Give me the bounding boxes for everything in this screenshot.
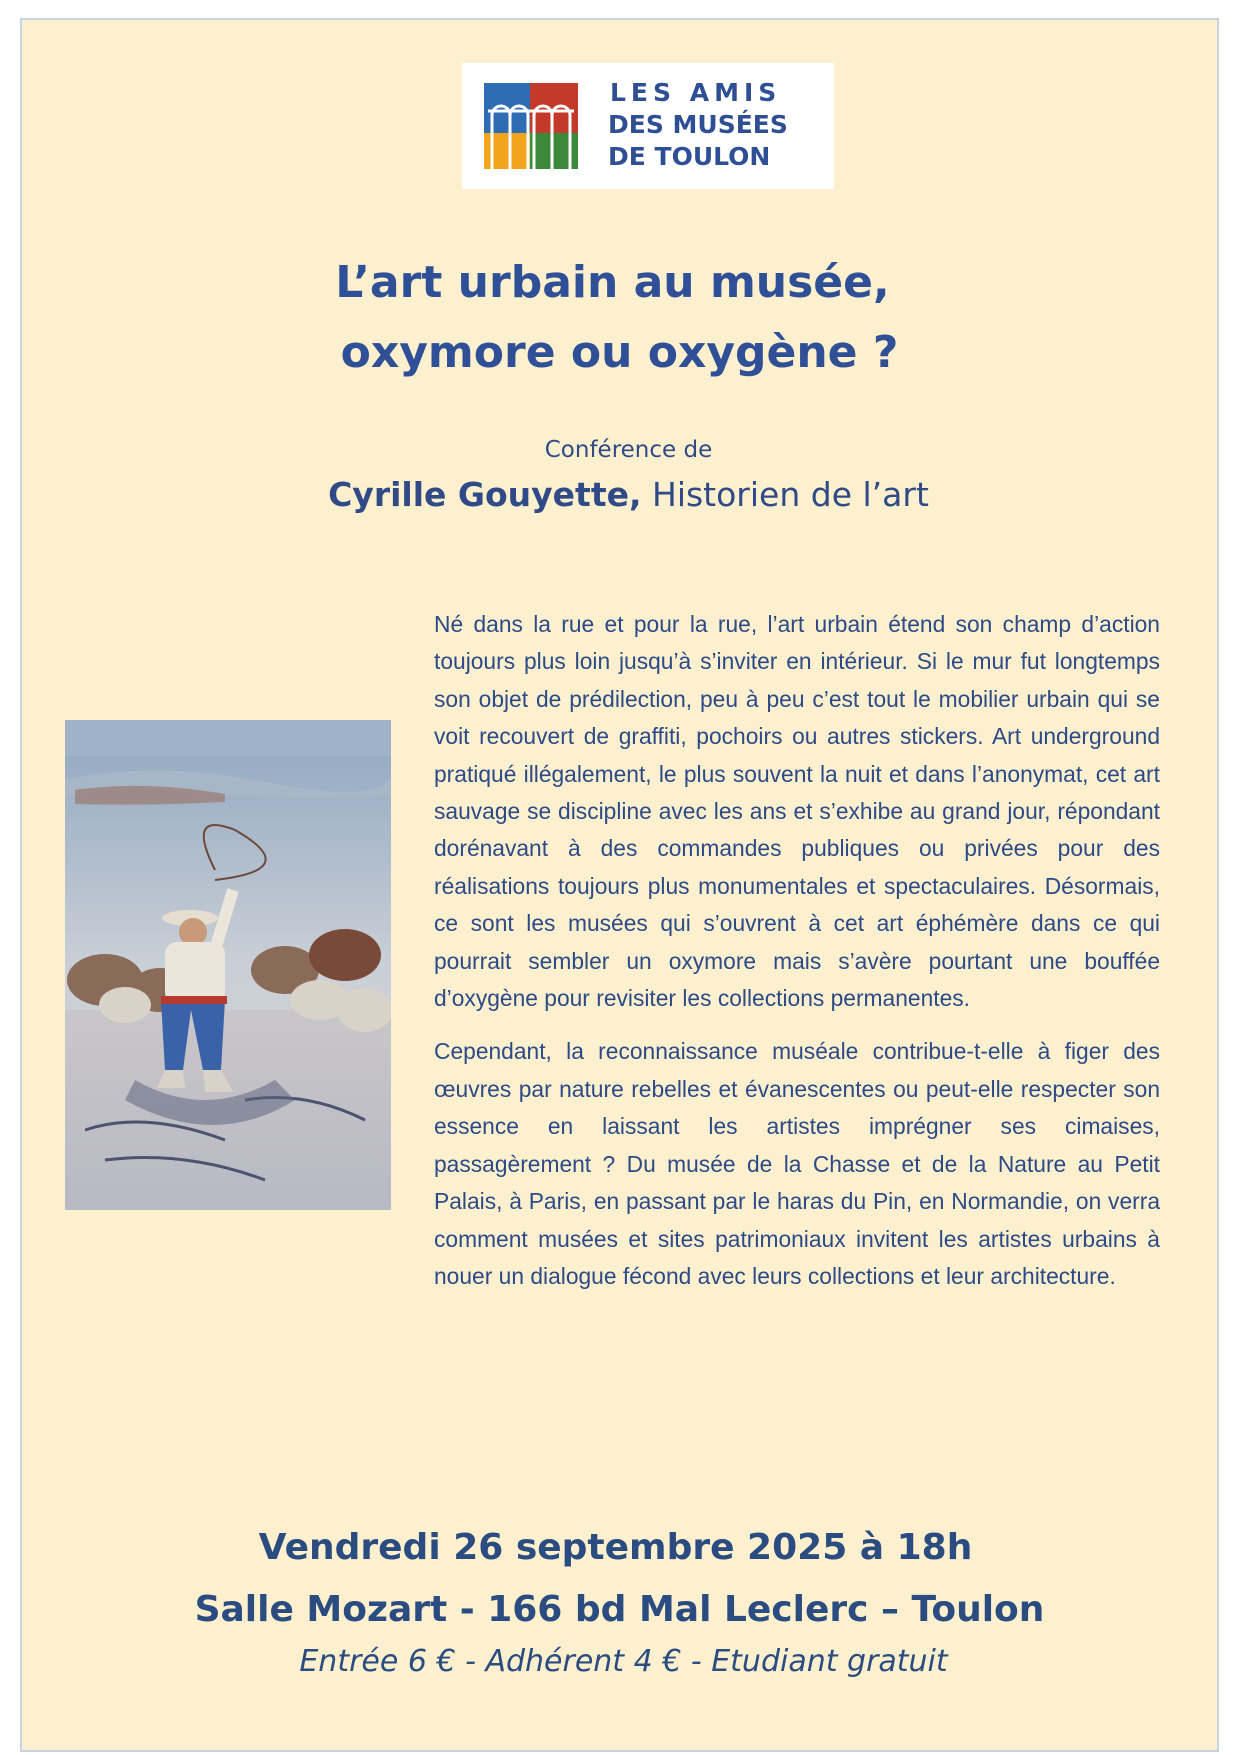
title-line-2: oxymore ou oxygène ? <box>340 327 899 378</box>
logo-line-1: LES AMIS <box>610 78 782 107</box>
description <box>434 606 1160 1311</box>
title-line-1: L’art urbain au musée, <box>335 257 890 308</box>
speaker <box>31 475 1226 514</box>
logo <box>462 63 834 189</box>
conference-label: Conférence de <box>544 437 713 463</box>
event-price: Entrée 6 € - Adhérent 4 € - Etudiant gratuit <box>299 1644 948 1679</box>
page-title <box>22 248 1217 388</box>
poster-page <box>20 18 1219 1752</box>
speaker-name: Cyrille Gouyette, <box>328 475 642 514</box>
painting-cowherd-icon <box>65 720 391 1210</box>
description-paragraph-2: Cependant, la reconnaissance muséale contribue-t-elle à figer des œuvres par nature rebelles et évanescentes ou peut-elle respecter son essence en laissant les artistes imprégner ses cimaises, passagèrement ? Du musée de la Chasse et de la Nature au Petit Palais, à Paris, en passant par le haras du Pin, en Normandie, on verra comment musées et sites patrimoniaux invitent les artistes urbains à nouer un dialogue fécond avec leurs collections et leur architecture. <box>434 1038 1160 1289</box>
event-venue: Salle Mozart - 166 bd Mal Leclerc – Toulon <box>194 1589 1045 1630</box>
description-paragraph-1: Né dans la rue et pour la rue, l’art urbain étend son champ d’action toujours plus loin jusqu’à s’inviter en intérieur. Si le mur fut longtemps son objet de prédilection, peu à peu c’est tout le mobilier urbain qui se voit recouvert de graffiti, pochoirs ou autres stickers. Art underground pratiqué illégalement, le plus souvent la nuit et dans l’anonymat, cet art sauvage se discipline avec les ans et s’exhibe au grand jour, répondant dorénavant à des commandes publiques ou privées pour des réalisations toujours plus monumentales et spectaculaires. Désormais, ce sont les musées qui s’ouvrent à cet art éphémère dans ce qui pourrait sembler un oxymore mais s’avère pourtant une bouffée d’oxygène pour revisiter les collections permanentes. <box>434 611 1160 1012</box>
logo-line-2: DES MUSÉES <box>608 110 788 139</box>
museum-arches-logo-icon <box>484 83 590 169</box>
event-date: Vendredi 26 septembre 2025 à 18h <box>258 1527 973 1568</box>
speaker-role: Historien de l’art <box>641 475 929 514</box>
logo-text <box>608 77 823 173</box>
logo-line-3: DE TOULON <box>608 142 771 171</box>
painting-image <box>65 720 391 1210</box>
